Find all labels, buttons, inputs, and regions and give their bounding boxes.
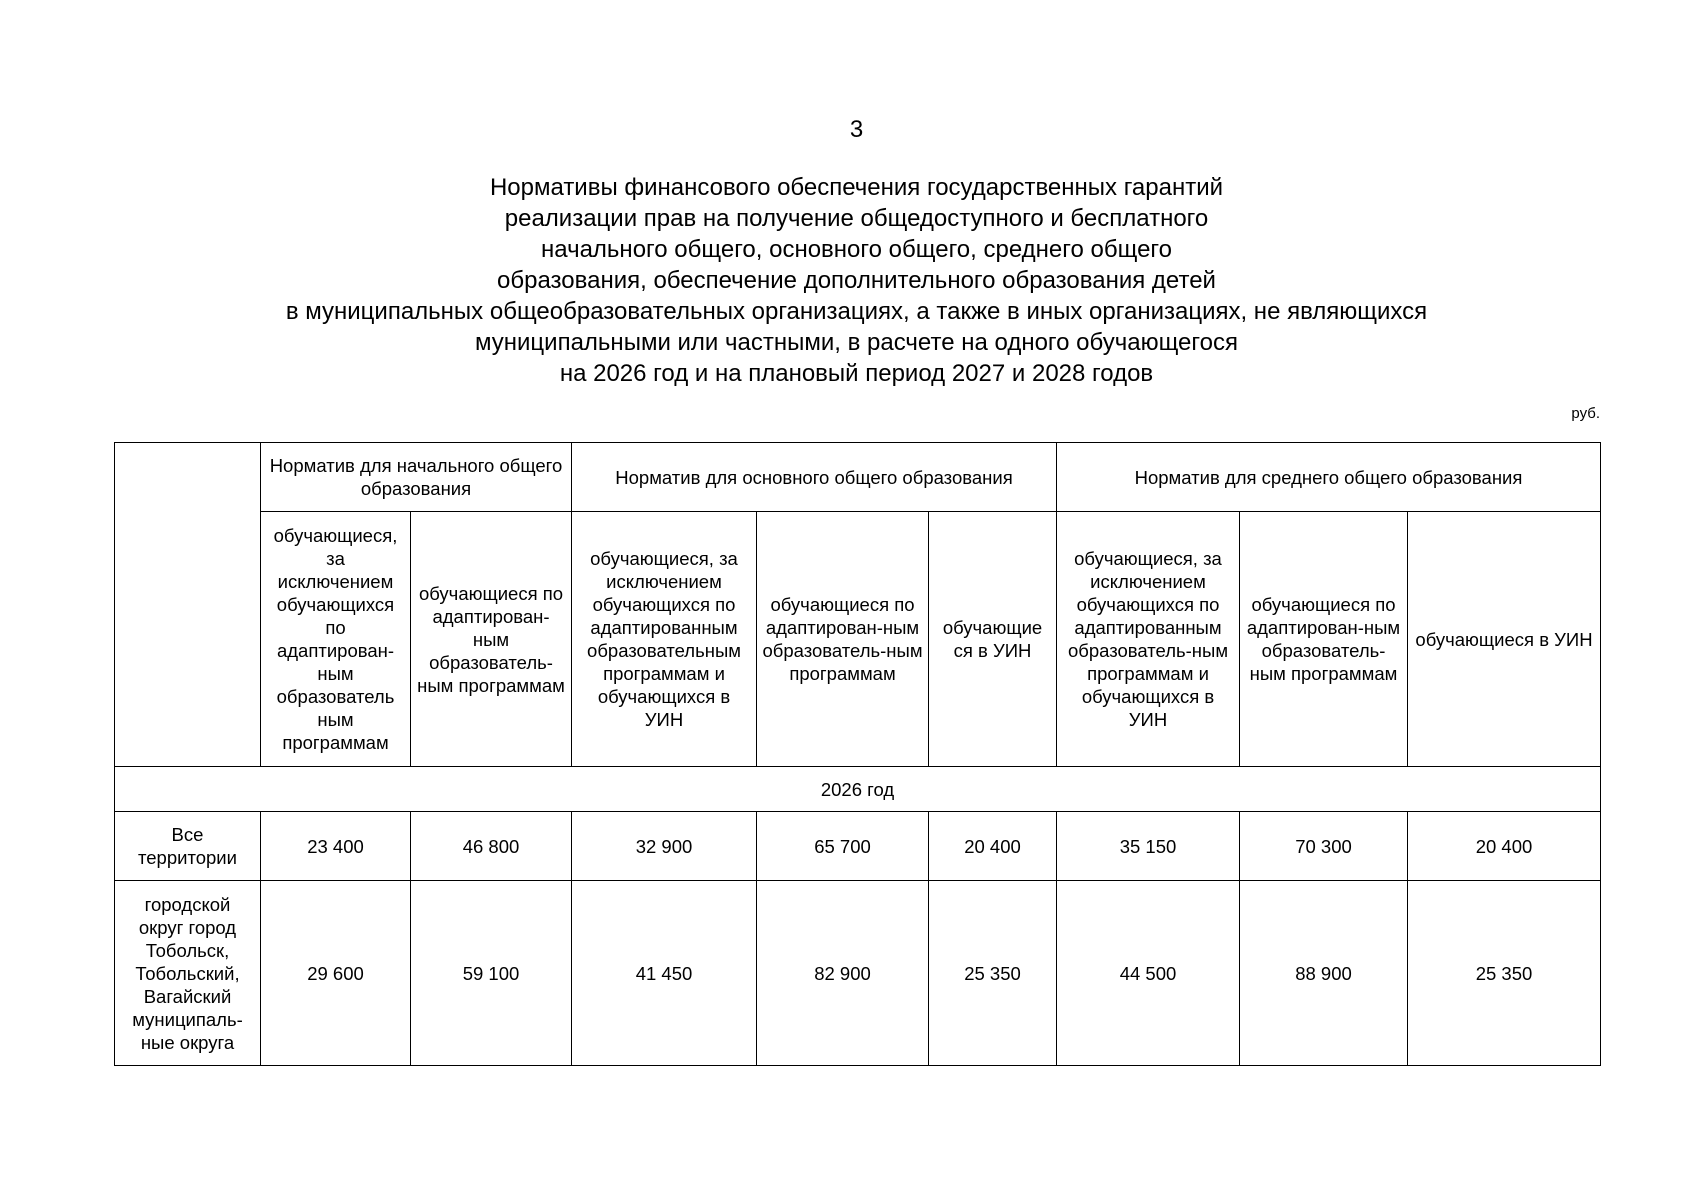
title-line: на 2026 год и на плановый период 2027 и 2028 годов <box>559 360 1154 387</box>
value-cell: 20 400 <box>1408 812 1601 881</box>
group-header-basic: Норматив для основного общего образования <box>572 443 1057 512</box>
document-title <box>0 172 1697 389</box>
currency-unit: руб. <box>1571 405 1600 422</box>
year-label: 2026 год <box>115 767 1601 812</box>
group-header-primary: Норматив для начального общего образования <box>261 443 572 512</box>
value-cell: 44 500 <box>1057 881 1240 1066</box>
value-cell: 46 800 <box>411 812 572 881</box>
value-cell: 88 900 <box>1240 881 1408 1066</box>
title-line: муниципальными или частными, в расчете на одного обучающегося <box>475 329 1238 356</box>
territory-cell: Все территории <box>115 812 261 881</box>
group-header-secondary: Норматив для среднего общего образования <box>1057 443 1601 512</box>
sub-header: обучающиеся в УИН <box>1408 512 1601 767</box>
territory-cell: городской округ город Тобольск, Тобольский, Вагайский муниципаль-ные округа <box>115 881 261 1066</box>
value-cell: 23 400 <box>261 812 411 881</box>
table-row <box>115 812 1601 881</box>
norms-table <box>114 442 1601 1066</box>
value-cell: 65 700 <box>757 812 929 881</box>
value-cell: 59 100 <box>411 881 572 1066</box>
sub-header: обучающие ся в УИН <box>929 512 1057 767</box>
value-cell: 25 350 <box>929 881 1057 1066</box>
title-line: в муниципальных общеобразовательных организациях, а также в иных организациях, не являющихся <box>285 298 1428 325</box>
value-cell: 29 600 <box>261 881 411 1066</box>
title-line: начального общего, основного общего, среднего общего <box>541 236 1172 263</box>
table-row <box>115 881 1601 1066</box>
sub-header: обучающиеся, за исключением обучающихся по адаптированным образователь-ным программам и обучающихся в УИН <box>1057 512 1240 767</box>
title-line: образования, обеспечение дополнительного образования детей <box>497 267 1216 294</box>
value-cell: 20 400 <box>929 812 1057 881</box>
value-cell: 32 900 <box>572 812 757 881</box>
sub-header: обучающиеся, за исключением обучающихся по адаптирован-ным образователь ным программам <box>261 512 411 767</box>
value-cell: 35 150 <box>1057 812 1240 881</box>
title-line: реализации прав на получение общедоступного и бесплатного <box>504 205 1209 232</box>
sub-header: обучающиеся по адаптирован-ным образователь-ным программам <box>757 512 929 767</box>
title-line: Нормативы финансового обеспечения государственных гарантий <box>489 174 1224 201</box>
territory-header-cell <box>115 443 261 767</box>
value-cell: 82 900 <box>757 881 929 1066</box>
page-number: 3 <box>849 116 864 143</box>
sub-header: обучающиеся, за исключением обучающихся по адаптированным образовательным программам и обучающихся в УИН <box>572 512 757 767</box>
sub-header: обучающиеся по адаптирован-ным образователь-ным программам <box>411 512 572 767</box>
sub-header: обучающиеся по адаптирован-ным образователь-ным программам <box>1240 512 1408 767</box>
value-cell: 70 300 <box>1240 812 1408 881</box>
value-cell: 25 350 <box>1408 881 1601 1066</box>
value-cell: 41 450 <box>572 881 757 1066</box>
